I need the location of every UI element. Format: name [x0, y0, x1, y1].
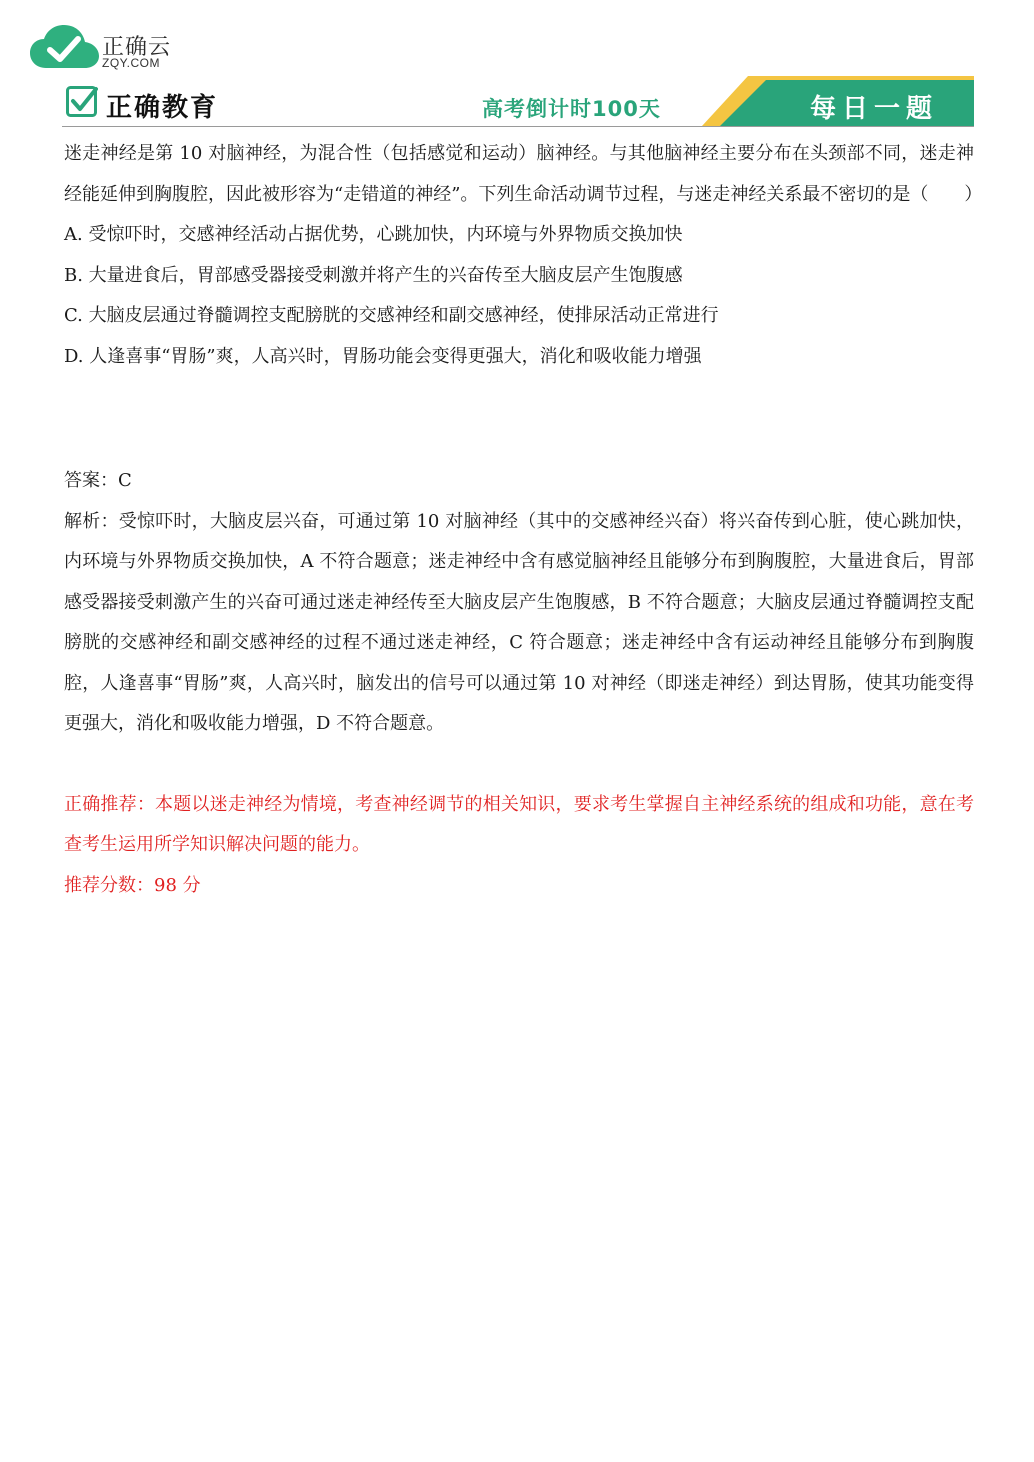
- header-banner: [62, 76, 974, 132]
- option-c: C. 大脑皮层通过脊髓调控支配膀胱的交感神经和副交感神经，使排尿活动正常进行: [64, 305, 719, 326]
- check-square-icon: [66, 86, 98, 118]
- spacer: [64, 745, 974, 785]
- analysis: 解析：受惊吓时，大脑皮层兴奋，可通过第 10 对脑神经（其中的交感神经兴奋）将兴奋传到心脏，使心跳加快，内环境与外界物质交换加快，A 不符合题意；迷走神经中含有感觉脑神经且能够分布到胸腹腔，大量进食后，胃部感受器接受刺激产生的兴奋可通过迷走神经传至大脑皮层产生饱腹感，B 不符合题意；大脑皮层通过脊髓调控支配膀胱的交感神经和副交感神经的过程不通过迷走神经，C 符合题意；迷走神经中含有运动神经且能够分布到胸腹腔，人逢喜事“胃肠”爽，人高兴时，脑发出的信号可以通过第 10 对神经（即迷走神经）到达胃肠，使其功能变得更强大，消化和吸收能力增强，D 不符合题意。: [64, 510, 974, 734]
- header-divider: [62, 126, 974, 127]
- brand-name: 正确云: [102, 35, 172, 60]
- document-body: [64, 134, 983, 906]
- edu-name: 正确教育: [106, 93, 219, 123]
- recommend-score: 推荐分数：98 分: [64, 874, 201, 896]
- brand-logo: [30, 24, 190, 74]
- recommendation: 正确推荐：本题以迷走神经为情境，考查神经调节的相关知识，要求考生掌握自主神经系统的组成和功能，意在考查考生运用所学知识解决问题的能力。: [64, 793, 974, 855]
- option-a: A. 受惊吓时，交感神经活动占据优势，心跳加快，内环境与外界物质交换加快: [64, 224, 683, 245]
- option-b: B. 大量进食后，胃部感受器接受刺激并将产生的兴奋传至大脑皮层产生饱腹感: [64, 264, 683, 286]
- question-stem: 迷走神经是第 10 对脑神经，为混合性（包括感觉和运动）脑神经。与其他脑神经主要分布在头颈部不同，迷走神经能延伸到胸腹腔，因此被形容为“走错道的神经”。下列生命活动调节过程，与迷走神经关系最不密切的是（ ）: [64, 143, 983, 205]
- option-d: D. 人逢喜事“胃肠”爽，人高兴时，胃肠功能会变得更强大，消化和吸收能力增强: [64, 345, 702, 367]
- spacer: [64, 377, 974, 461]
- answer: 答案：C: [64, 470, 132, 491]
- daily-question-title: 每日一题: [809, 94, 938, 124]
- brand-domain: ZQY.COM: [102, 56, 160, 70]
- cloud-check-icon: [30, 24, 100, 72]
- countdown-text: 高考倒计时100天: [482, 97, 661, 121]
